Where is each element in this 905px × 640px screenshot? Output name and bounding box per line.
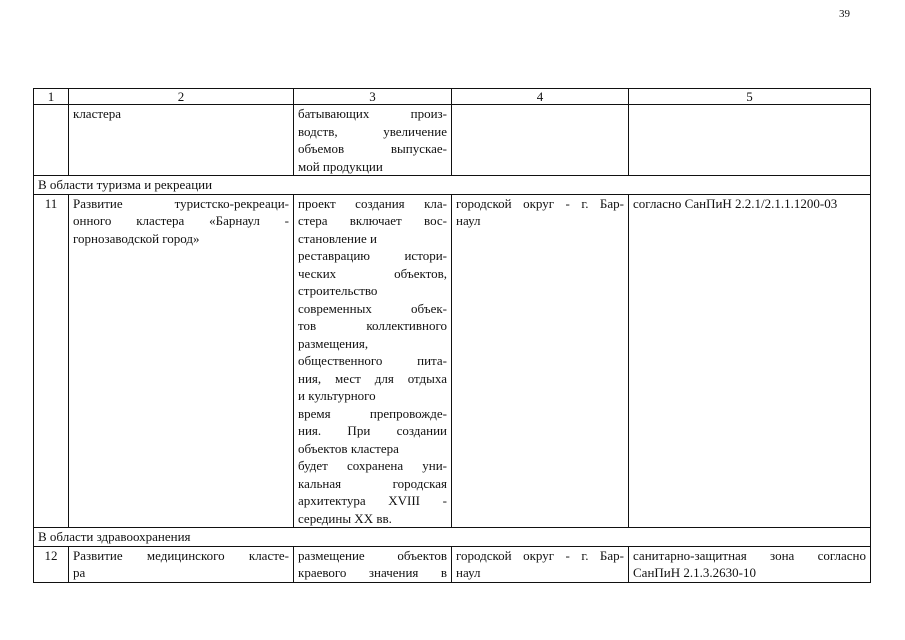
cell-continuation-name: кластера <box>69 105 294 176</box>
document-table <box>33 88 871 583</box>
cell-project-description: размещение объектов краевого значения в <box>294 546 452 582</box>
cell-project-name: Развитие туристско-рекреаци- онного кластера «Барнаул - горнозаводской город» <box>69 194 294 528</box>
cell-continuation-location <box>452 105 629 176</box>
section-row-tourism <box>34 176 871 195</box>
row-number: 11 <box>34 194 69 528</box>
section-row-health <box>34 528 871 547</box>
header-row <box>34 89 871 105</box>
table-row-11 <box>34 194 871 528</box>
table-row-12 <box>34 546 871 582</box>
cell-location: городской округ - г. Бар- наул <box>452 194 629 528</box>
page-number: 39 <box>839 8 850 20</box>
header-col-4: 4 <box>452 89 629 105</box>
header-col-1: 1 <box>34 89 69 105</box>
section-title-health: В области здравоохранения <box>34 528 871 547</box>
header-col-3: 3 <box>294 89 452 105</box>
cell-zone: санитарно-защитная зона согласно СанПиН 2.1.3.2630-10 <box>629 546 871 582</box>
section-title-tourism: В области туризма и рекреации <box>34 176 871 195</box>
row-number: 12 <box>34 546 69 582</box>
cell-zone: согласно СанПиН 2.2.1/2.1.1.1200-03 <box>629 194 871 528</box>
cell-continuation-description: батывающих произ- водств, увеличение объемов выпускае- мой продукции <box>294 105 452 176</box>
table-row-continuation <box>34 105 871 176</box>
cell-project-description: проект создания кла- стера включает вос- становление и реставрацию истори- ческих объектов, строительство современных объек- тов коллективного размещения, общественного пита- ния, мест для отдыха и культурного время препровожде- ния. При создании объектов кластера будет сохранена уни- кальная городская архитектура XVIII - середины XX вв. <box>294 194 452 528</box>
cell-location: городской округ - г. Бар- наул <box>452 546 629 582</box>
cell-continuation-zone <box>629 105 871 176</box>
cell-project-name: Развитие медицинского класте- ра <box>69 546 294 582</box>
header-col-5: 5 <box>629 89 871 105</box>
header-col-2: 2 <box>69 89 294 105</box>
cell-num-empty <box>34 105 69 176</box>
